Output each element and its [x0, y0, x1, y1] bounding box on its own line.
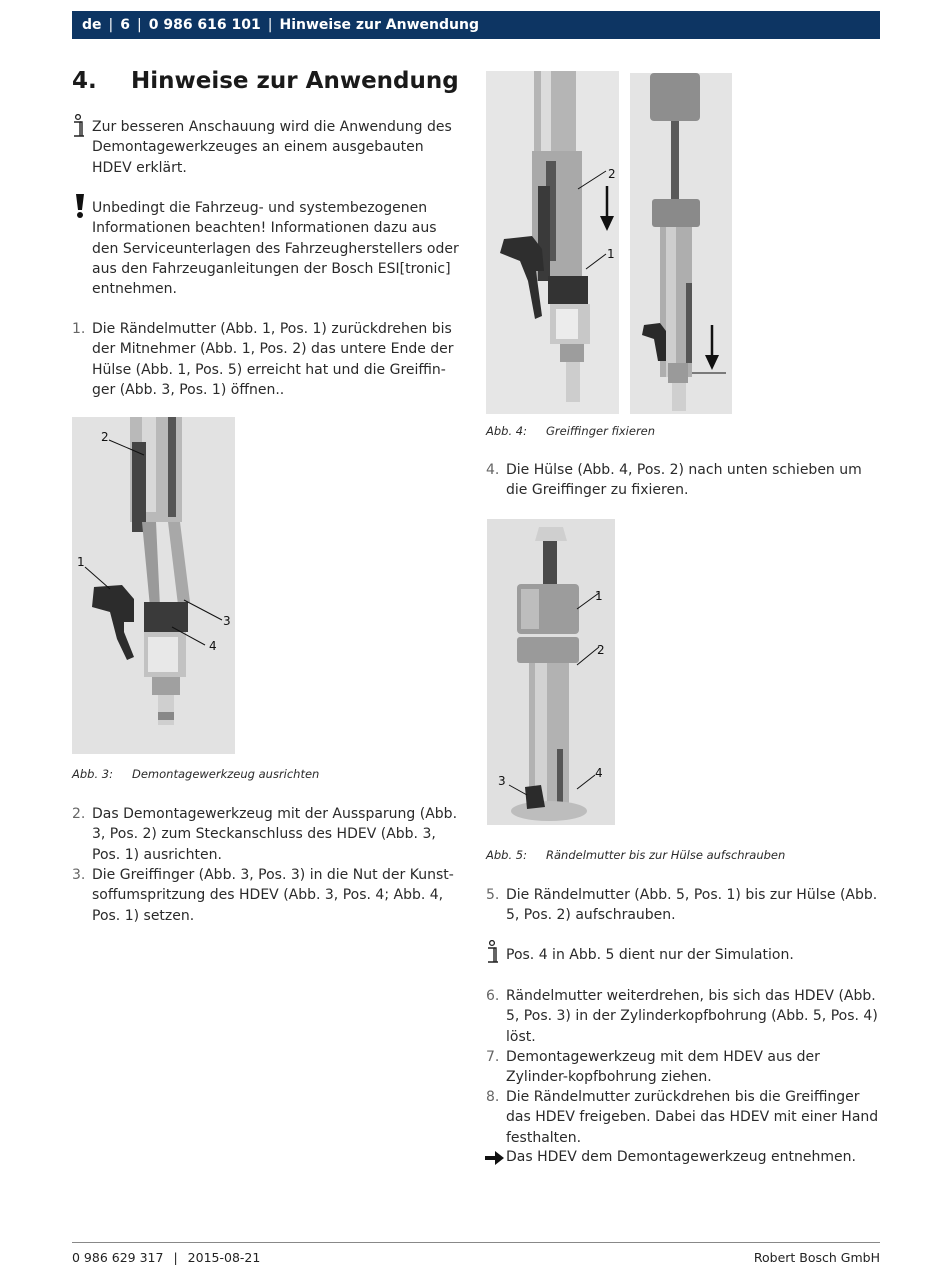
- step-3-number: 3.: [72, 867, 86, 883]
- figure-3-callout-3: 3: [223, 614, 231, 628]
- step-5-number: 5.: [486, 887, 500, 903]
- figure-5-callout-4: 4: [595, 766, 603, 780]
- footer-left: 0 986 629 317 | 2015-08-21: [72, 1250, 261, 1265]
- step-1-text: Die Rändelmutter (Abb. 1, Pos. 1) zurückdrehen bis der Mitnehmer (Abb. 1, Pos. 2) das untere Ende der Hülse (Abb. 1, Pos. 5) erreicht hat und die Greiffin-ger (Abb. 3, Pos. 1) öffnen..: [92, 321, 454, 398]
- section-number: 4.: [72, 68, 97, 94]
- header-lang: de: [82, 17, 102, 33]
- figure-5-callout-1: 1: [595, 589, 603, 603]
- result-arrow-icon: [485, 1150, 504, 1169]
- step-7-text: Demontagewerkzeug mit dem HDEV aus der Zylinder-kopfbohrung ziehen.: [506, 1049, 820, 1086]
- figure-5-caption: [486, 848, 785, 862]
- header-page-number: 6: [120, 17, 130, 33]
- figure-3-callout-4: 4: [209, 639, 217, 653]
- figure-5-callout-3: 3: [498, 774, 506, 788]
- figure-4-callout-1: 1: [607, 247, 615, 261]
- step-2-text: Das Demontagewerkzeug mit der Aussparung (Abb. 3, Pos. 2) zum Steckanschluss des HDEV (Abb. 3, Pos. 1) ausrichten.: [92, 806, 458, 863]
- figure-5-photo: [487, 519, 615, 825]
- figure-5-callout-2: 2: [597, 643, 605, 657]
- section-title: Hinweise zur Anwendung: [131, 68, 459, 94]
- info-icon-2: [486, 940, 502, 970]
- footer-doc-number: 0 986 629 317: [72, 1250, 164, 1265]
- step-6-number: 6.: [486, 988, 500, 1004]
- step-6-text: Rändelmutter weiterdrehen, bis sich das HDEV (Abb. 5, Pos. 3) in der Zylinderkopfbohrung (Abb. 5, Pos. 4) löst.: [506, 988, 878, 1045]
- header-bar: de | 6 | 0 986 616 101 | Hinweise zur Anwendung: [72, 11, 880, 39]
- figure-3-photo: [72, 417, 235, 754]
- step-8-text: Die Rändelmutter zurückdrehen bis die Greiffinger das HDEV freigeben. Dabei das HDEV mit einer Hand festhalten.: [506, 1089, 879, 1146]
- result-text: Das HDEV dem Demontagewerkzeug entnehmen.: [506, 1149, 856, 1165]
- footer-rule: [72, 1242, 880, 1243]
- step-2-number: 2.: [72, 806, 86, 822]
- step-1-number: 1.: [72, 321, 86, 337]
- warning-note: Unbedingt die Fahrzeug- und systembezogenen Informationen beachten! Informationen dazu aus den Serviceunterlagen des Fahrzeugherstellers oder aus den Fahrzeuganleitungen der Bosch ESI[tronic] entnehmen.: [92, 200, 459, 298]
- info-icon: [72, 114, 88, 144]
- footer-company: Robert Bosch GmbH: [753, 1250, 880, 1265]
- figure-3-caption-text: Demontagewerkzeug ausrichten: [132, 767, 320, 781]
- figure-5-caption-text: Rändelmutter bis zur Hülse aufschrauben: [546, 848, 786, 862]
- figure-4-caption-text: Greiffinger fixieren: [546, 424, 656, 438]
- figure-4-caption: [486, 424, 655, 438]
- step-4-number: 4.: [486, 462, 500, 478]
- step-8-number: 8.: [486, 1089, 500, 1105]
- header-title: Hinweise zur Anwendung: [279, 17, 479, 33]
- figure-5-caption-label: Abb. 5:: [486, 848, 527, 862]
- figure-3-callout-2: 2: [101, 430, 109, 444]
- step-3-text: Die Greiffinger (Abb. 3, Pos. 3) in die Nut der Kunst-soffumspritzung des HDEV (Abb. 3, Pos. 4; Abb. 4, Pos. 1) setzen.: [92, 867, 454, 924]
- figure-4-photo-right: [630, 73, 732, 414]
- header-doc-number: 0 986 616 101: [148, 17, 261, 33]
- figure-3-caption: [72, 767, 319, 781]
- figure-4-photo-left: [486, 71, 619, 414]
- info-note: Zur besseren Anschauung wird die Anwendung des Demontagewerkzeuges an einem ausgebauten HDEV erklärt.: [92, 119, 452, 176]
- info-note-2: Pos. 4 in Abb. 5 dient nur der Simulation.: [506, 947, 794, 963]
- warning-icon: [74, 193, 86, 223]
- figure-3-caption-label: Abb. 3:: [72, 767, 113, 781]
- step-7-number: 7.: [486, 1049, 500, 1065]
- step-4-text: Die Hülse (Abb. 4, Pos. 2) nach unten schieben um die Greiffinger zu fixieren.: [506, 462, 862, 499]
- step-5-text: Die Rändelmutter (Abb. 5, Pos. 1) bis zur Hülse (Abb. 5, Pos. 2) aufschrauben.: [506, 887, 878, 924]
- figure-3-callout-1: 1: [77, 555, 85, 569]
- figure-4-callout-2: 2: [608, 167, 616, 181]
- figure-4-caption-label: Abb. 4:: [486, 424, 527, 438]
- footer-date: 2015-08-21: [187, 1250, 261, 1265]
